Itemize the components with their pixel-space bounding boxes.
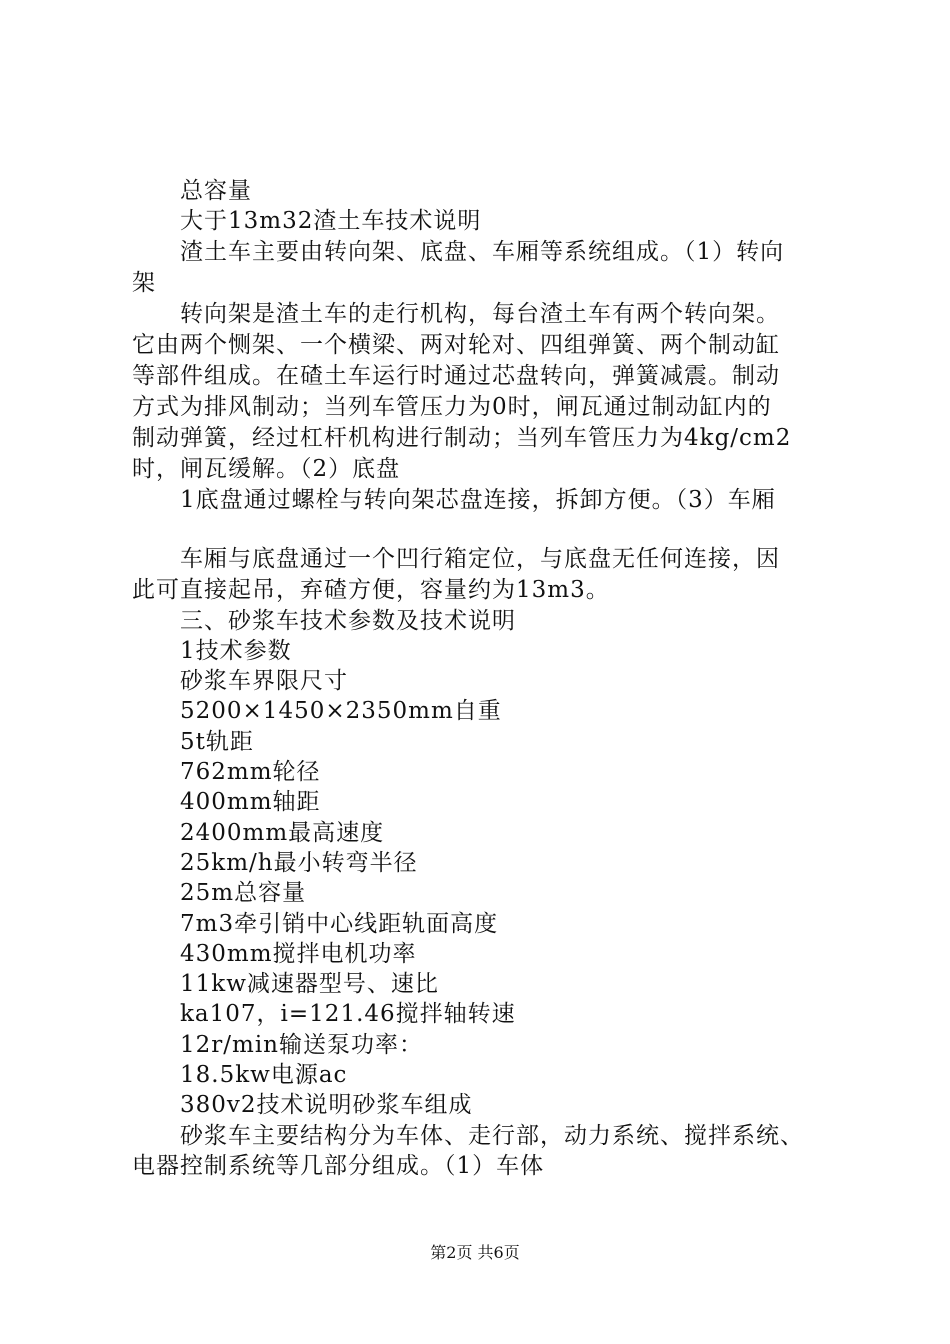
text-line: 方式为排风制动；当列车管压力为0时，闸瓦通过制动缸内的 [132,394,772,420]
text-line: 25km/h最小转弯半径 [180,850,418,876]
text-line: 18.5kw电源ac [180,1062,348,1088]
text-line: 380v2技术说明砂浆车组成 [180,1092,473,1118]
text-line: 大于13m32渣土车技术说明 [180,208,482,234]
text-line: 762mm轮径 [180,759,321,785]
text-line: 时，闸瓦缓解。（2）底盘 [132,456,401,482]
text-line: 2400mm最高速度 [180,820,385,846]
text-line: 砂浆车主要结构分为车体、走行部，动力系统、搅拌系统、 [180,1123,804,1149]
text-line: 12r/min输送泵功率： [180,1032,423,1058]
text-line: 车厢与底盘通过一个凹行箱定位，与底盘无任何连接，因 [180,546,780,572]
text-line: 制动弹簧，经过杠杆机构进行制动；当列车管压力为4kg/cm2 [132,425,792,451]
text-line: 11kw减速器型号、速比 [180,971,439,997]
page-number-footer: 第2页 共6页 [430,1243,520,1262]
text-line: 架 [132,270,156,296]
text-line: 5t轨距 [180,729,254,755]
text-line: 砂浆车界限尺寸 [180,668,348,694]
text-line: 1技术参数 [180,638,292,664]
text-line: 渣土车主要由转向架、底盘、车厢等系统组成。（1）转向 [180,239,785,265]
text-line: 电器控制系统等几部分组成。（1）车体 [132,1153,545,1179]
text-line: 总容量 [180,178,252,204]
text-line: 7m3牵引销中心线距轨面高度 [180,911,499,937]
text-line: 5200×1450×2350mm自重 [180,698,502,724]
text-line: 1底盘通过螺栓与转向架芯盘连接，拆卸方便。（3）车厢 [180,487,776,513]
text-line: 430mm搅拌电机功率 [180,941,417,967]
text-line: 400mm轴距 [180,789,321,815]
text-line: 转向架是渣土车的走行机构，每台渣土车有两个转向架。 [180,301,780,327]
text-line: 它由两个恻架、一个横梁、两对轮对、四组弹簧、两个制动缸 [132,332,780,358]
text-line: 三、砂浆车技术参数及技术说明 [180,608,516,634]
text-line: 此可直接起吊，弃碴方便，容量约为13m3。 [132,577,610,603]
text-line: 等部件组成。在碴土车运行时通过芯盘转向，弹簧减震。制动 [132,363,780,389]
text-line: 25m总容量 [180,880,307,906]
text-line: ka107，i=121.46搅拌轴转速 [180,1001,516,1027]
